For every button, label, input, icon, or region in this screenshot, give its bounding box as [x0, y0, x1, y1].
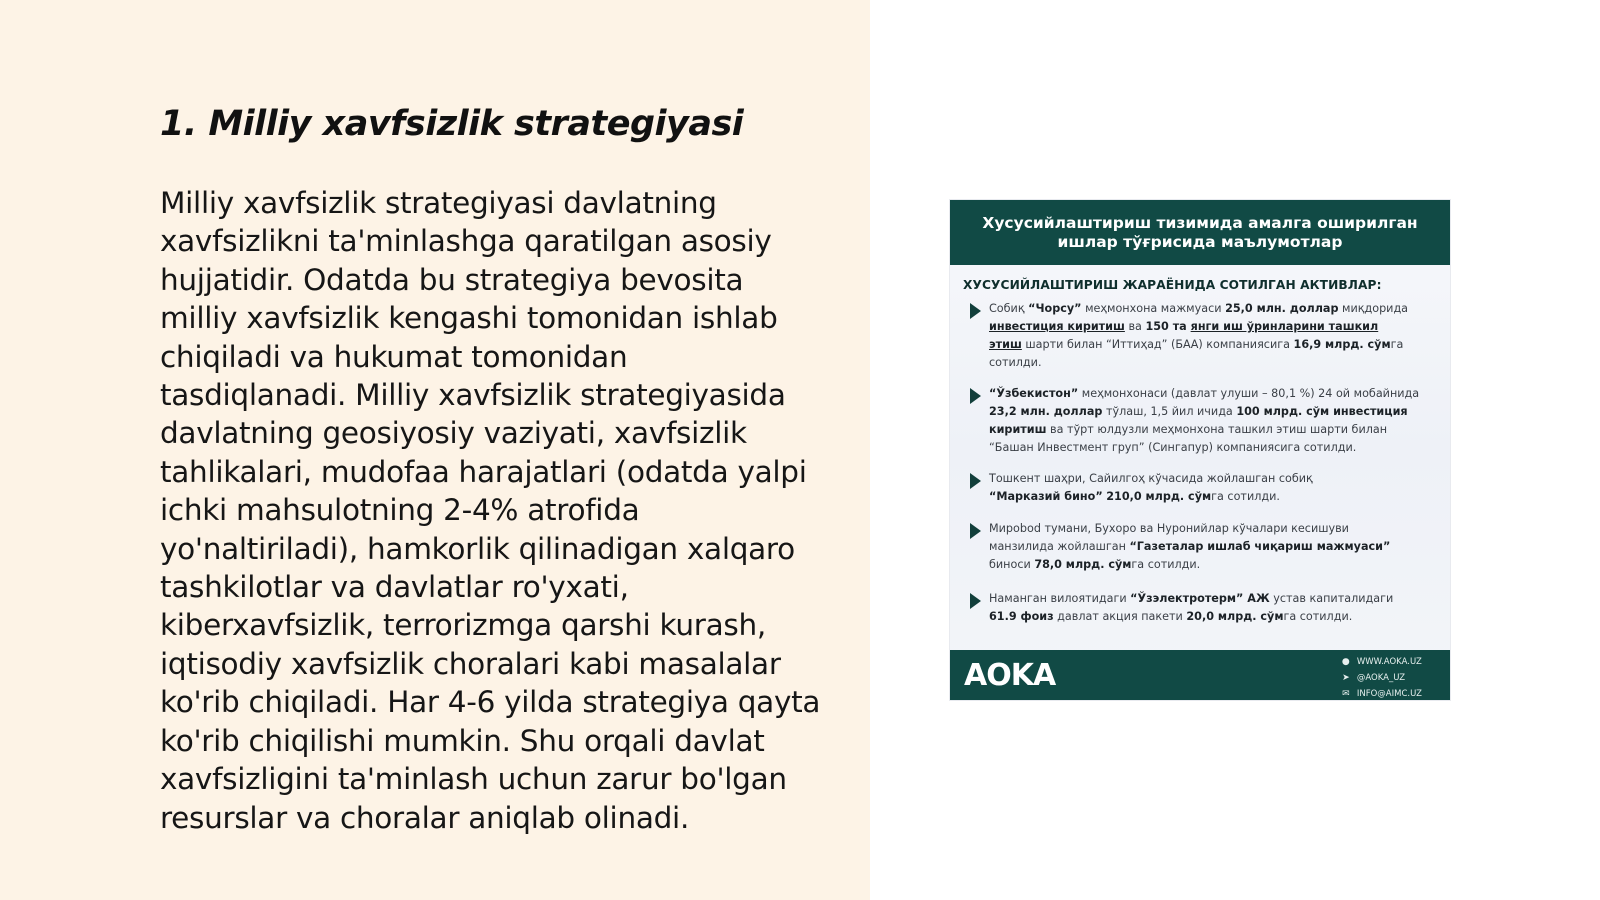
triangle-bullet-icon — [970, 593, 981, 609]
body-line: iqtisodiy xavfsizlik choralari kabi masalalar — [160, 646, 781, 681]
contact-text: INFO@AIMC.UZ — [1356, 689, 1422, 699]
asset-item-line: манзилида жойлашган “Газеталар ишлаб чиқариш мажмуаси” — [989, 540, 1391, 553]
contact-text: @AOKA_UZ — [1356, 673, 1406, 683]
asset-item-text — [989, 520, 1444, 574]
body-line: tahlikalari, mudofaa harajatlari (odatda yalpi — [160, 454, 807, 489]
body-line: resurslar va choralar aniqlab olinadi. — [160, 800, 690, 835]
contact-row — [1339, 686, 1422, 700]
asset-item-line: киритиш ва тўрт юлдузли меҳмонхона ташкил этиш шарти билан — [989, 423, 1388, 436]
contact-list — [1339, 654, 1422, 700]
asset-item-line: биноси 78,0 млрд. сўмга сотилди. — [989, 558, 1201, 571]
contact-row — [1339, 654, 1422, 670]
asset-item-line: сотилди. — [989, 356, 1042, 369]
body-line: chiqiladi va hukumat tomonidan — [160, 339, 628, 374]
body-line: xavfsizlikni ta'minlashga qaratilgan asosiy — [160, 224, 772, 259]
triangle-bullet-icon — [970, 303, 981, 319]
contact-row — [1339, 670, 1422, 686]
telegram-icon: ➤ — [1342, 673, 1350, 683]
asset-item-line: 23,2 млн. доллар тўлаш, 1,5 йил ичида 100 млрд. сўм инвестиция — [989, 405, 1408, 418]
slide-body-text — [160, 184, 840, 837]
asset-item-line: Мирobod тумани, Бухоро ва Нуронийлар кўчалари кесишуви — [989, 522, 1349, 535]
body-line: tasdiqlanadi. Milliy xavfsizlik strategiyasida — [160, 378, 786, 413]
asset-item-line: “Башан Инвестмент груп” (Сингапур) компаниясига сотилди. — [989, 441, 1357, 454]
contact-text: WWW.AOKA.UZ — [1356, 657, 1422, 667]
slide-title: 1. Milliy xavfsizlik strategiyasi — [160, 104, 744, 144]
body-line: milliy xavfsizlik kengashi tomonidan ishlab — [160, 301, 778, 336]
asset-item-text — [989, 385, 1444, 457]
body-line: hujjatidir. Odatda bu strategiya bevosita — [160, 262, 744, 297]
body-line: davlatning geosiyosiy vaziyati, xavfsizlik — [160, 416, 747, 451]
asset-item-text — [989, 590, 1444, 626]
asset-item-line: инвестиция киритиш ва 150 та янги иш ўринларини ташкил — [989, 320, 1379, 333]
asset-item-line: “Ўзбекистон” меҳмонхонаси (давлат улуши – 80,1 %) 24 ой мобайнида — [989, 387, 1420, 400]
card-footer — [950, 650, 1450, 700]
asset-item-line: Тошкент шаҳри, Сайилгоҳ кўчасида жойлашган собиқ — [989, 472, 1313, 485]
body-line: yo'naltiriladi), hamkorlik qilinadigan xalqaro — [160, 531, 795, 566]
asset-item-line: Собиқ “Чорсу” меҳмонхона мажмуаси 25,0 млн. доллар миқдорида — [989, 302, 1409, 315]
body-line: tashkilotlar va davlatlar ro'yxati, — [160, 570, 629, 605]
triangle-bullet-icon — [970, 473, 981, 489]
globe-icon: ● — [1341, 657, 1350, 667]
triangle-bullet-icon — [970, 388, 981, 404]
asset-item-line: этиш шарти билан “Иттиҳад” (БАА) компаниясига 16,9 млрд. сўмга — [989, 338, 1404, 351]
asset-item-line: 61.9 фоиз давлат акция пакети 20,0 млрд. сўмга сотилди. — [989, 610, 1353, 623]
body-line: ko'rib chiqiladi. Har 4-6 yilda strategiya qayta — [160, 685, 821, 720]
body-line: Milliy xavfsizlik strategiyasi davlatning — [160, 186, 717, 220]
asset-item-line: “Марказий бино” 210,0 млрд. сўмга сотилди. — [989, 490, 1280, 503]
card-header-line-2: ишлар тўғрисида маълумотлар — [1057, 233, 1343, 251]
card-header — [950, 200, 1450, 265]
infographic-card — [950, 200, 1450, 700]
triangle-bullet-icon — [970, 523, 981, 539]
body-line: xavfsizligini ta'minlash uchun zarur bo'lgan — [160, 762, 787, 797]
body-line: ichki mahsulotning 2-4% atrofida — [160, 493, 640, 528]
mail-icon: ✉ — [1342, 689, 1350, 699]
asset-item-text — [989, 470, 1444, 506]
aoka-logo: AOKA — [964, 658, 1056, 693]
card-subtitle: ХУСУСИЙЛАШТИРИШ ЖАРАЁНИДА СОТИЛГАН АКТИВЛАР: — [963, 278, 1382, 292]
asset-item-text — [989, 300, 1444, 372]
body-line: ko'rib chiqilishi mumkin. Shu orqali davlat — [160, 723, 765, 758]
body-line: kiberxavfsizlik, terrorizmga qarshi kurash, — [160, 608, 766, 643]
asset-item-line: Наманган вилоятидаги “Ўзэлектротерм” АЖ устав капиталидаги — [989, 592, 1394, 605]
card-header-line-1: Хусусийлаштириш тизимида амалга оширилган — [982, 214, 1418, 232]
